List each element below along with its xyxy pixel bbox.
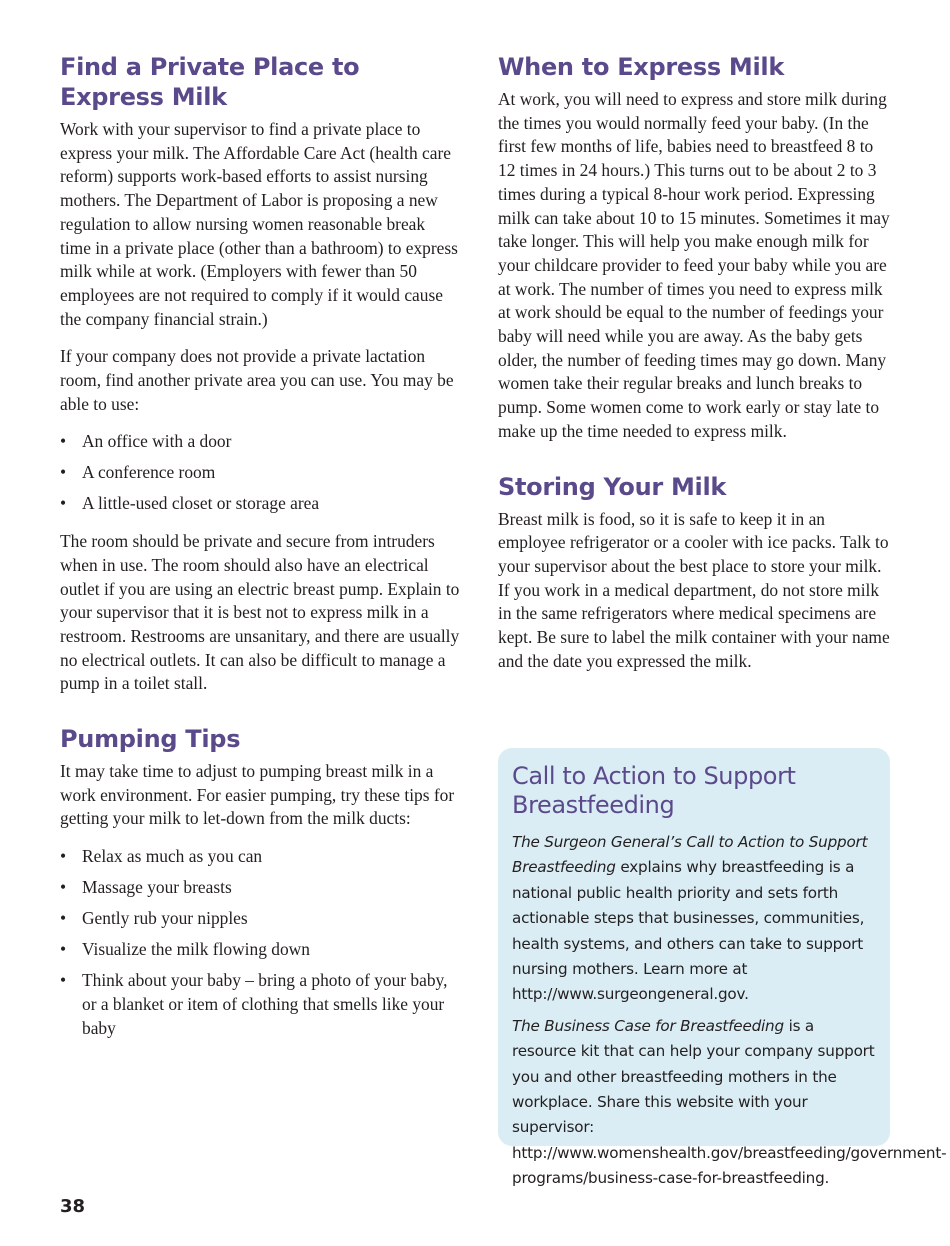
private-place-section — [60, 52, 460, 696]
storing-milk-section — [498, 472, 894, 674]
business-case-title: The Business Case for Breastfeeding — [512, 1016, 784, 1035]
page-number: 38 — [60, 1196, 86, 1217]
right-column — [498, 52, 894, 687]
when-to-express-section — [498, 52, 894, 444]
when-to-express-heading: When to Express Milk — [498, 53, 784, 81]
callout-paragraph-2-text: is a resource kit that can help your company support you and other breastfeeding mothers in the workplace. Share this website with your supervisor: http://www.womenshealth.gov/breastfeeding/government-programs/business-case-for-breastfeeding. — [512, 1016, 947, 1188]
callout-heading-line1: Call to Action to Support — [512, 762, 796, 790]
list-item: • Think about your baby – bring a photo of your baby, or a blanket or item of clothing that smells like your baby — [60, 969, 460, 1040]
private-place-heading-line1: Find a Private Place to — [60, 53, 360, 81]
pumping-tips-list — [60, 845, 460, 1040]
when-to-express-paragraph: At work, you will need to express and store milk during the times you would normally feed your baby. (In the first few months of life, babies need to breastfeed 8 to 12 times in 24 hours.) This turns out to be about 2 to 3 times during a typical 8-hour work period. Expressing milk can take about 10 to 15 minutes. Sometimes it may take longer. This will help you make enough milk for your childcare provider to feed your baby while you are at work. The number of times you need to express milk at work should be equal to the number of feedings your baby will need while you are away. As the baby gets older, the number of feeding times may go down. Many women take their regular breaks and lunch breaks to pump. Some women come to work early or stay late to make up the time needed to express milk. — [498, 89, 890, 441]
private-place-paragraph-3: The room should be private and secure from intruders when in use. The room should also have an electrical outlet if you are using an electric breast pump. Explain to your supervisor that it is best not to express milk in a restroom. Restrooms are unsanitary, and there are usually no electrical outlets. It can also be difficult to manage a pump in a toilet stall. — [60, 531, 460, 694]
private-place-paragraph-1: Work with your supervisor to find a private place to express your milk. The Affordable Care Act (health care reform) supports work-based efforts to assist nursing mothers. The Department of Labor is proposing a new regulation to allow nursing women reasonable break time in a private place (other than a bathroom) to express milk while at work. (Employers with fewer than 50 employees are not required to comply if it would cause the company financial strain.) — [60, 119, 458, 329]
private-place-heading — [60, 52, 460, 112]
private-place-paragraph-2: If your company does not provide a private lactation room, find another private area you can use. You may be able to use: — [60, 346, 454, 414]
surgeon-general-title: The Surgeon General’s Call to Action to Support Breastfeeding — [512, 833, 868, 877]
list-item: • A conference room — [60, 461, 460, 485]
callout-paragraph-2 — [512, 1014, 947, 1192]
pumping-tips-paragraph: It may take time to adjust to pumping breast milk in a work environment. For easier pumping, try these tips for getting your milk to let-down from the milk ducts: — [60, 761, 455, 829]
list-item: • Massage your breasts — [60, 876, 460, 900]
pumping-tips-heading: Pumping Tips — [60, 725, 241, 754]
pumping-tips-section — [60, 724, 460, 1040]
callout-heading-line2: Breastfeeding — [512, 791, 675, 819]
list-item: • A little-used closet or storage area — [60, 492, 460, 516]
private-place-heading-line2: Express Milk — [60, 83, 227, 111]
storing-milk-paragraph: Breast milk is food, so it is safe to keep it in an employee refrigerator or a cooler with ice packs. Talk to your supervisor about the best place to store your milk. If you work in a medical department, do not store milk in the same refrigerators where medical specimens are kept. Be sure to label the milk container with your name and the date you expressed the milk. — [498, 508, 890, 671]
list-item: • Relax as much as you can — [60, 845, 460, 869]
left-column — [60, 52, 460, 1054]
storing-milk-heading: Storing Your Milk — [498, 472, 727, 501]
list-item: • Visualize the milk flowing down — [60, 938, 460, 962]
private-area-options-list — [60, 430, 460, 516]
callout-heading — [512, 762, 876, 820]
list-item: • An office with a door — [60, 430, 460, 454]
list-item: • Gently rub your nipples — [60, 907, 460, 931]
callout-paragraph-1 — [512, 830, 876, 1008]
callout-paragraph-1-text: explains why breastfeeding is a national public health priority and sets forth actionable steps that businesses, communities, health systems, and others can take to support nursing mothers. Learn more at http://www.surgeongeneral.gov. — [512, 858, 865, 1004]
call-to-action-callout-box — [498, 748, 947, 1188]
